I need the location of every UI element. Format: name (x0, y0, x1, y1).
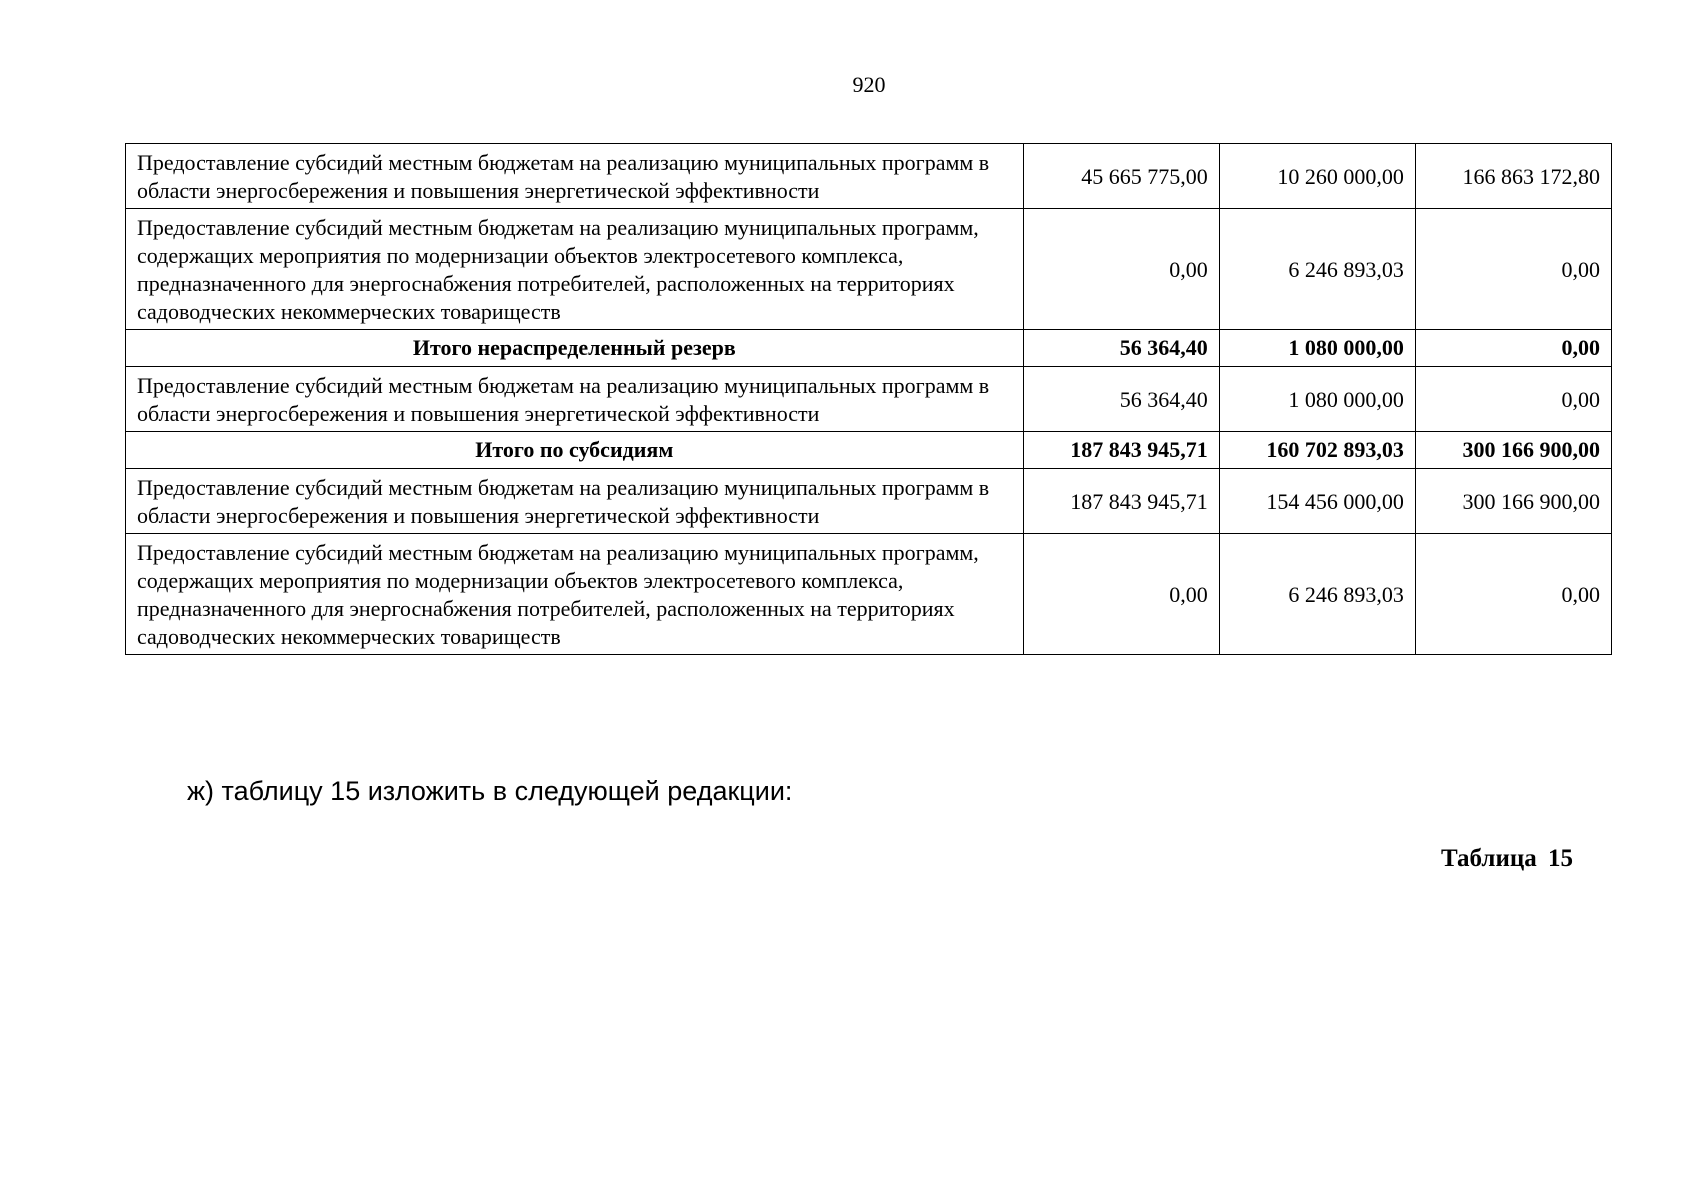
row-name: Предоставление субсидий местным бюджетам на реализацию муниципальных программ, содержащих мероприятия по модернизации объектов электросетевого комплекса, предназначенного для энергоснабжения потребителей, расположенных на территориях садоводческих некоммерческих товариществ (126, 209, 1024, 330)
row-value-2: 154 456 000,00 (1219, 469, 1415, 534)
subsidy-table (125, 143, 1612, 655)
total-value-1: 56 364,40 (1023, 330, 1219, 367)
page-number: 920 (852, 72, 886, 97)
row-value-1: 0,00 (1023, 209, 1219, 330)
total-row-name: Итого по субсидиям (126, 432, 1024, 469)
row-name: Предоставление субсидий местным бюджетам на реализацию муниципальных программ в области энергосбережения и повышения энергетической эффективности (126, 367, 1024, 432)
row-name: Предоставление субсидий местным бюджетам на реализацию муниципальных программ в области энергосбережения и повышения энергетической эффективности (126, 144, 1024, 209)
row-value-3: 300 166 900,00 (1415, 469, 1611, 534)
total-value-2: 1 080 000,00 (1219, 330, 1415, 367)
row-value-2: 6 246 893,03 (1219, 534, 1415, 655)
total-row (126, 432, 1612, 469)
row-value-1: 187 843 945,71 (1023, 469, 1219, 534)
total-value-3: 300 166 900,00 (1415, 432, 1611, 469)
amendment-paragraph: ж) таблицу 15 изложить в следующей редакции: (187, 776, 793, 806)
row-value-2: 1 080 000,00 (1219, 367, 1415, 432)
total-value-2: 160 702 893,03 (1219, 432, 1415, 469)
row-name: Предоставление субсидий местным бюджетам на реализацию муниципальных программ в области энергосбережения и повышения энергетической эффективности (126, 469, 1024, 534)
row-value-3: 0,00 (1415, 534, 1611, 655)
table-caption: Таблица 15 (1440, 845, 1573, 872)
row-value-2: 10 260 000,00 (1219, 144, 1415, 209)
row-name: Предоставление субсидий местным бюджетам на реализацию муниципальных программ, содержащих мероприятия по модернизации объектов электросетевого комплекса, предназначенного для энергоснабжения потребителей, расположенных на территориях садоводческих некоммерческих товариществ (126, 534, 1024, 655)
table-row (126, 534, 1612, 655)
table-row (126, 209, 1612, 330)
table-row (126, 469, 1612, 534)
row-value-3: 166 863 172,80 (1415, 144, 1611, 209)
total-value-1: 187 843 945,71 (1023, 432, 1219, 469)
row-value-3: 0,00 (1415, 209, 1611, 330)
table-row (126, 144, 1612, 209)
row-value-1: 0,00 (1023, 534, 1219, 655)
total-row (126, 330, 1612, 367)
row-value-1: 45 665 775,00 (1023, 144, 1219, 209)
row-value-1: 56 364,40 (1023, 367, 1219, 432)
row-value-3: 0,00 (1415, 367, 1611, 432)
table-row (126, 367, 1612, 432)
total-row-name: Итого нераспределенный резерв (126, 330, 1024, 367)
row-value-2: 6 246 893,03 (1219, 209, 1415, 330)
total-value-3: 0,00 (1415, 330, 1611, 367)
